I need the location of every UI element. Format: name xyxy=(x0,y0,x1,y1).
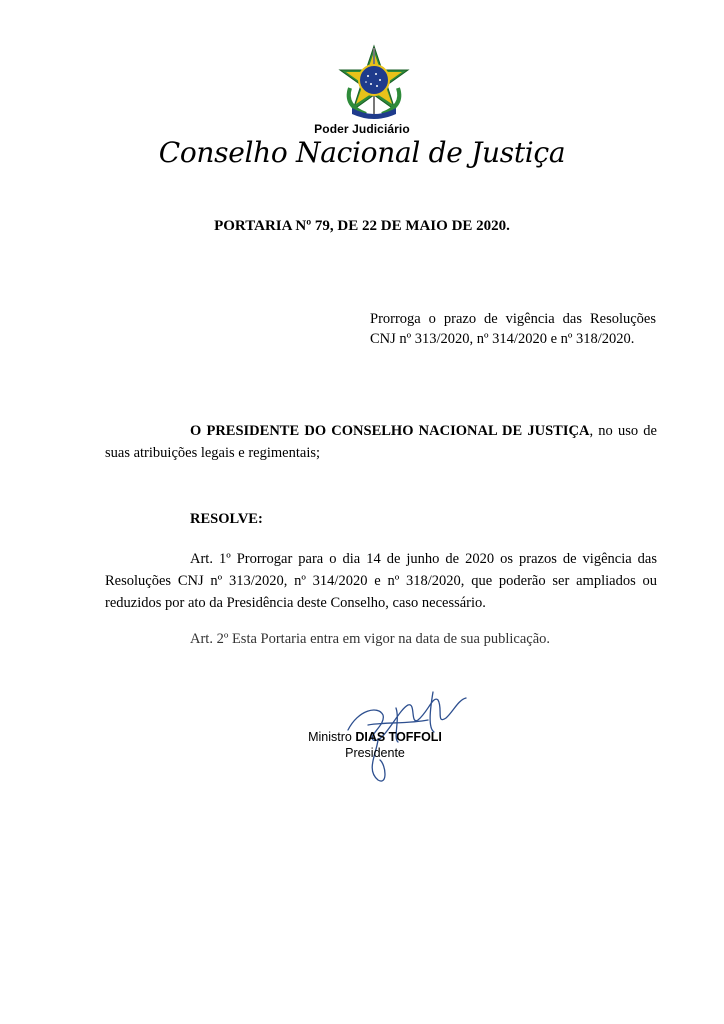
brazil-coat-of-arms-icon xyxy=(336,44,412,120)
preamble-bold: O PRESIDENTE DO CONSELHO NACIONAL DE JUSTIÇA xyxy=(190,423,590,439)
document-title: PORTARIA Nº 79, DE 22 DE MAIO DE 2020. xyxy=(214,218,510,234)
preamble-paragraph xyxy=(105,420,657,464)
resolve-heading: RESOLVE: xyxy=(190,511,263,527)
signer-block xyxy=(300,729,450,761)
article-1: Art. 1º Prorrogar para o dia 14 de junho de 2020 os prazos de vigência das Resoluções CNJ nº 313/2020, nº 314/2020 e nº 318/2020, que poderão ser ampliados ou reduzidos por ato da Presidência deste Conselho, caso necessário. xyxy=(105,551,657,611)
signer-name: DIAS TOFFOLI xyxy=(355,730,442,744)
institution-subtitle: Poder Judiciário xyxy=(314,122,410,136)
institution-name: Conselho Nacional de Justiça xyxy=(158,136,566,169)
signer-role: Presidente xyxy=(345,746,405,760)
ementa: Prorroga o prazo de vigência das Resoluções CNJ nº 313/2020, nº 314/2020 e nº 318/2020. xyxy=(370,311,656,347)
article-2: Art. 2º Esta Portaria entra em vigor na data de sua publicação. xyxy=(190,631,551,647)
preamble-rest: , no uso de suas atribuições legais e regimentais; xyxy=(105,423,657,461)
signer-prefix: Ministro xyxy=(308,730,356,744)
signer-name-line xyxy=(300,729,450,745)
